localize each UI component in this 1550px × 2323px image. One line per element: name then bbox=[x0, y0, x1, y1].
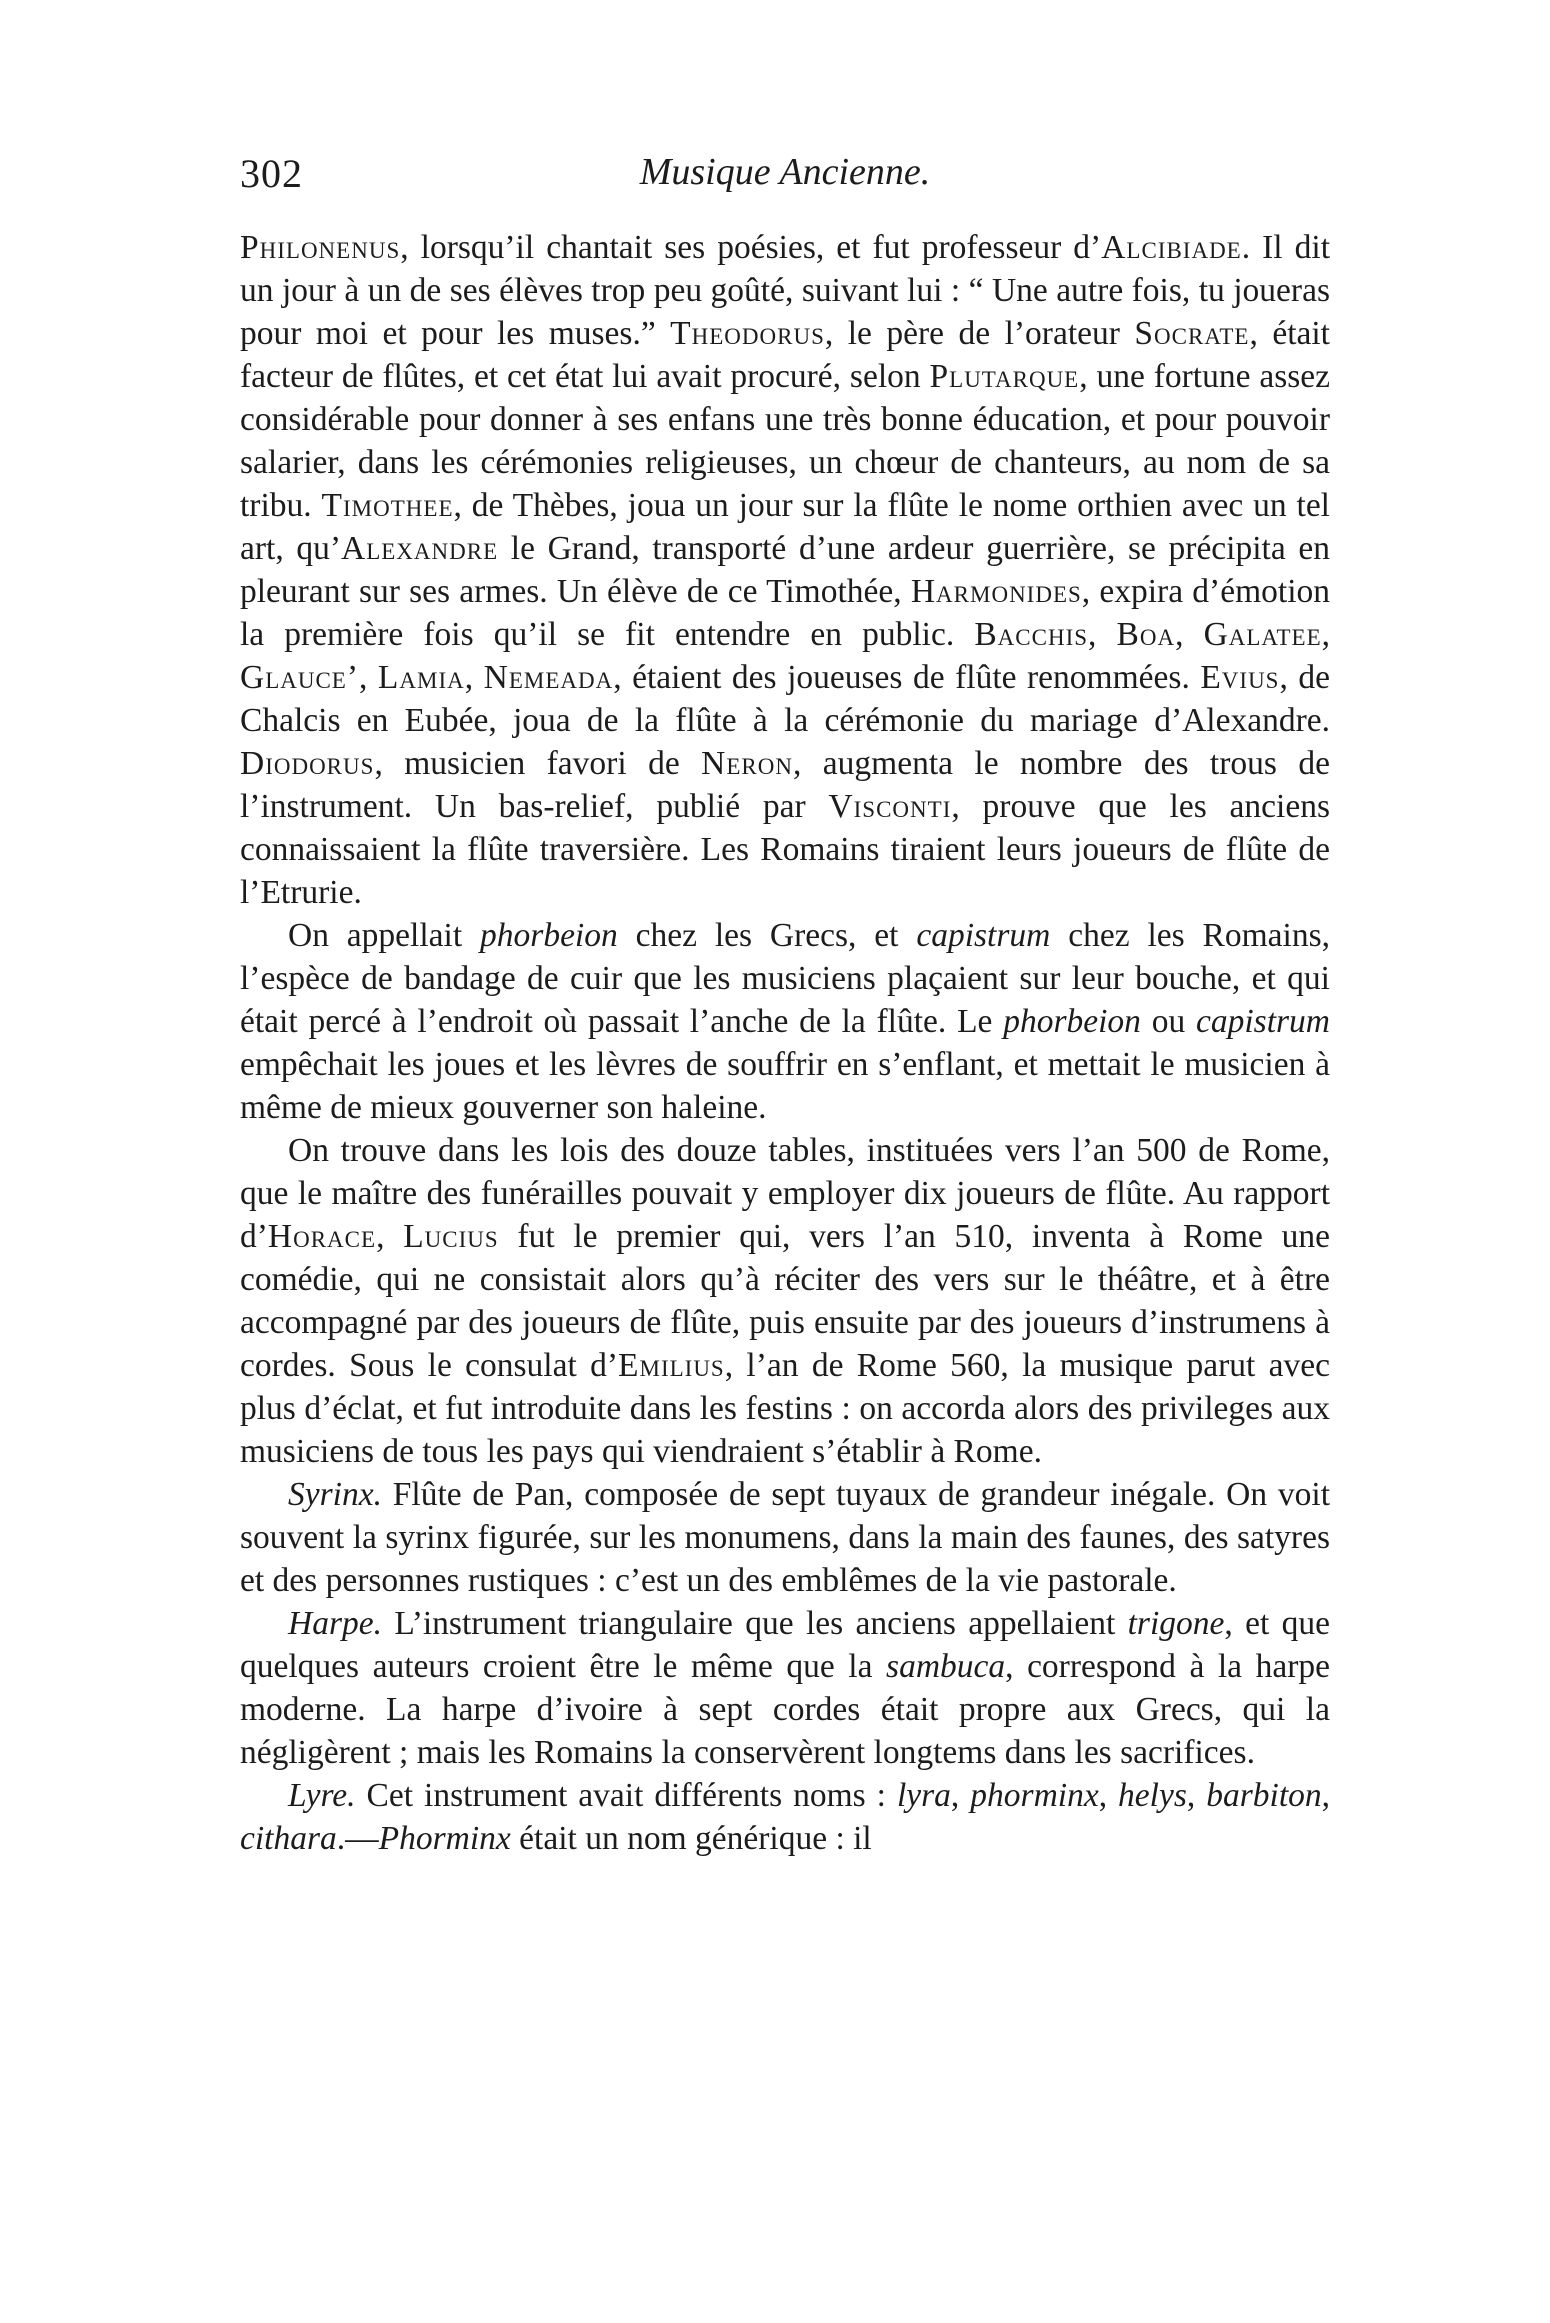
proper-name: Lucius bbox=[403, 1218, 499, 1255]
proper-name: Neron bbox=[701, 745, 793, 782]
text-run: , bbox=[950, 1777, 971, 1814]
text-run: , et que quelques auteurs croient être le même que la bbox=[240, 1605, 1330, 1685]
italic-term: barbiton bbox=[1206, 1777, 1322, 1814]
text-run: , bbox=[1175, 616, 1204, 653]
italic-term: Harpe. bbox=[288, 1605, 382, 1642]
text-run: , lorsqu’il chantait ses poésies, et fut professeur d’ bbox=[400, 229, 1102, 266]
running-title: Musique Ancienne. bbox=[639, 151, 931, 193]
text-run: , de Thèbes, joua un jour sur la flûte le nome orthien avec un tel art, qu’ bbox=[240, 487, 1330, 567]
paragraph bbox=[240, 1129, 1330, 1473]
book-page bbox=[240, 150, 1330, 2300]
text-run: , musicien favori de bbox=[374, 745, 702, 782]
proper-name: Boa bbox=[1116, 616, 1176, 653]
text-run: , bbox=[1321, 616, 1331, 653]
text-run: chez les Grecs, et bbox=[617, 917, 917, 954]
proper-name: Plutarque bbox=[929, 358, 1080, 395]
text-run: chez les Romains, l’espèce de bandage de cuir que les musiciens plaçaient sur leur bouche, et qui était percé à l’endroit où passait l’anche de la flûte. Le bbox=[240, 917, 1331, 1040]
text-run: ou bbox=[1140, 1003, 1196, 1040]
text-run: , était facteur de flûtes, et cet état lui avait procuré, selon bbox=[240, 315, 1330, 395]
proper-name: Diodorus bbox=[240, 745, 375, 782]
page-header bbox=[240, 150, 1330, 226]
paragraph bbox=[240, 1774, 1330, 1860]
paragraph bbox=[240, 1473, 1330, 1602]
text-run: , correspond à la harpe moderne. La harpe d’ivoire à sept cordes était propre aux Grecs, qui la négligèrent ; mais les Romains la conservèrent longtems dans les sacrifices. bbox=[240, 1648, 1330, 1771]
italic-term: sambuca bbox=[886, 1648, 1006, 1685]
text-run: , bbox=[1088, 616, 1117, 653]
italic-term: capistrum bbox=[1196, 1003, 1330, 1040]
text-run: empêchait les joues et les lèvres de souffrir en s’enflant, et mettait le musicien à même de mieux gouverner son haleine. bbox=[240, 1046, 1330, 1126]
proper-name: Alcibiade bbox=[1101, 229, 1242, 266]
text-run: , de Chalcis en Eubée, joua de la flûte à la cérémonie du mariage d’Alexandre. bbox=[240, 659, 1331, 739]
italic-term: cithara bbox=[240, 1820, 337, 1857]
text-run: , prouve que les anciens connaissaient la flûte traversière. Les Romains tiraient leurs joueurs de flûte de l’Etrurie. bbox=[240, 788, 1330, 911]
text-run: le Grand, transporté d’une ardeur guerrière, se précipita en pleurant sur ses armes. Un élève de ce Timothée, bbox=[240, 530, 1330, 610]
body-text bbox=[240, 226, 1330, 1860]
text-run: , expira d’émotion la première fois qu’il se fit entendre en public. bbox=[240, 573, 1330, 653]
text-run: , bbox=[359, 659, 378, 696]
proper-name: Harmonides bbox=[910, 573, 1082, 610]
text-run: , le père de l’orateur bbox=[824, 315, 1135, 352]
proper-name: Emilius bbox=[618, 1347, 725, 1384]
text-run: , une fortune assez considérable pour donner à ses enfans une très bonne éducation, et pour pouvoir salarier, dans les cérémonies religieuses, un chœur de chanteurs, au nom de sa tribu. bbox=[240, 358, 1330, 524]
page-number: 302 bbox=[240, 151, 303, 196]
text-run: .— bbox=[336, 1820, 379, 1857]
italic-term: Syrinx. bbox=[288, 1476, 382, 1513]
text-run: , augmenta le nombre des trous de l’instrument. Un bas-relief, publié par bbox=[240, 745, 1330, 825]
proper-name: Visconti bbox=[828, 788, 952, 825]
text-run: , bbox=[1098, 1777, 1119, 1814]
proper-name: Horace bbox=[267, 1218, 377, 1255]
italic-term: trigone bbox=[1127, 1605, 1225, 1642]
proper-name: Timothee bbox=[321, 487, 454, 524]
text-run: . Il dit un jour à un de ses élèves trop peu goûté, suivant lui : “ Une autre fois, tu joueras pour moi et pour les muses.” bbox=[240, 229, 1331, 352]
text-run: On trouve dans les lois des douze tables, instituées vers l’an 500 de Rome, que le maître des funérailles pouvait y employer dix joueurs de flûte. Au rapport d’ bbox=[240, 1132, 1330, 1255]
italic-term: phorminx bbox=[970, 1777, 1099, 1814]
text-run: , étaient des joueuses de flûte renommées. bbox=[613, 659, 1201, 696]
italic-term: lyra bbox=[896, 1777, 951, 1814]
italic-term: Lyre. bbox=[288, 1777, 356, 1814]
text-run: , bbox=[464, 659, 484, 696]
italic-term: Phorminx bbox=[378, 1820, 511, 1857]
text-run: L’instrument triangulaire que les anciens appellaient bbox=[381, 1605, 1128, 1642]
proper-name: Theodorus bbox=[670, 315, 825, 352]
text-run: , bbox=[1186, 1777, 1207, 1814]
paragraph bbox=[240, 1602, 1330, 1774]
proper-name: Galatee bbox=[1203, 616, 1322, 653]
text-run: , bbox=[376, 1218, 404, 1255]
paragraph bbox=[240, 914, 1330, 1129]
proper-name: Nemeada bbox=[483, 659, 614, 696]
italic-term: helys bbox=[1118, 1777, 1187, 1814]
text-run: était un nom générique : il bbox=[510, 1820, 872, 1857]
italic-term: phorbeion bbox=[480, 917, 618, 954]
text-run: On appellait bbox=[288, 917, 481, 954]
text-run: , bbox=[1321, 1777, 1331, 1814]
text-run: Cet instrument avait différents noms : bbox=[355, 1777, 897, 1814]
italic-term: capistrum bbox=[916, 917, 1051, 954]
text-run: , l’an de Rome 560, la musique parut avec plus d’éclat, et fut introduite dans les festins : on accorda alors des privileges aux musiciens de tous les pays qui viendraient s’établir à Rome. bbox=[240, 1347, 1330, 1470]
proper-name: Lamia bbox=[377, 659, 465, 696]
proper-name: Bacchis bbox=[974, 616, 1089, 653]
proper-name: Socrate bbox=[1134, 315, 1250, 352]
text-run: Flûte de Pan, composée de sept tuyaux de grandeur inégale. On voit souvent la syrinx figurée, sur les monumens, dans la main des faunes, des satyres et des personnes rustiques : c’est un des emblêmes de la vie pastorale. bbox=[240, 1476, 1330, 1599]
text-run: fut le premier qui, vers l’an 510, inventa à Rome une comédie, qui ne consistait alors qu’à réciter des vers sur le théâtre, et à être accompagné par des joueurs de flûte, puis ensuite par des joueurs d’instrumens à cordes. Sous le consulat d’ bbox=[240, 1218, 1330, 1384]
proper-name: Philonenus bbox=[240, 229, 401, 266]
italic-term: phorbeion bbox=[1003, 1003, 1141, 1040]
proper-name: Evius bbox=[1200, 659, 1280, 696]
proper-name: Alexandre bbox=[341, 530, 499, 567]
proper-name: Glauce’ bbox=[240, 659, 360, 696]
paragraph bbox=[240, 226, 1330, 914]
